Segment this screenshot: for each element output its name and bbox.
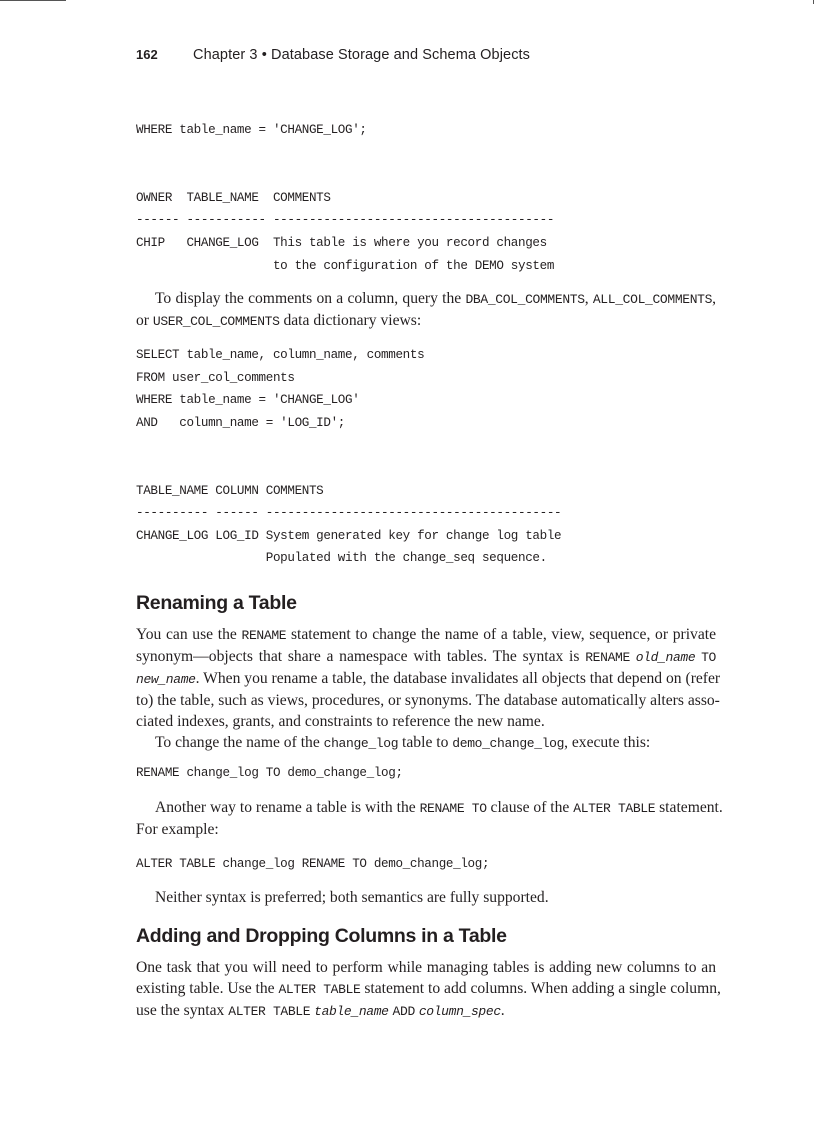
text-line: One task that you will need to perform while managing tables is adding new columns to an: [136, 959, 716, 976]
placeholder-term: column_spec: [418, 1004, 501, 1019]
placeholder-term: new_name: [136, 672, 196, 687]
text-line: existing table. Use the ALTER TABLE statement to add columns. When adding a single column,: [136, 980, 721, 997]
code-line: ---------- ------ -----------------------------------------: [136, 506, 562, 521]
text-line: Another way to rename a table is with the RENAME TO clause of the ALTER TABLE statement.: [155, 799, 723, 816]
code-block-owner-comments: [136, 119, 554, 277]
placeholder-term: old_name: [635, 650, 696, 665]
keyword: RENAME: [241, 628, 287, 643]
running-header: [136, 47, 530, 63]
section-heading-renaming-a-table: Renaming a Table: [136, 592, 297, 614]
code-line: WHERE table_name = 'CHANGE_LOG';: [136, 123, 367, 137]
text-line: Neither syntax is preferred; both semantics are fully supported.: [155, 889, 549, 906]
view-name: ALL_COL_COMMENTS: [592, 292, 713, 307]
table-name: demo_change_log: [452, 736, 565, 751]
code-line: FROM user_col_comments: [136, 370, 295, 385]
code-line: OWNER TABLE_NAME COMMENTS: [136, 190, 331, 205]
code-line: [136, 434, 561, 457]
paragraph-adding-columns: [136, 957, 721, 1022]
code-line: SELECT table_name, column_name, comments: [136, 348, 425, 362]
keyword: ADD: [392, 1004, 415, 1019]
view-name: USER_COL_COMMENTS: [152, 314, 280, 329]
section-heading-adding-dropping-columns: Adding and Dropping Columns in a Table: [136, 925, 507, 947]
paragraph-rename-to-clause: [136, 797, 723, 840]
code-line: WHERE table_name = 'CHANGE_LOG': [136, 393, 360, 408]
keyword: ALTER TABLE: [573, 801, 656, 816]
text-line: To change the name of the change_log table to demo_change_log, execute this:: [155, 734, 651, 751]
paragraph-column-comments: [136, 288, 716, 332]
chapter-title: Chapter 3 • Database Storage and Schema Objects: [193, 47, 531, 63]
text-line: synonym—objects that share a namespace with tables. The syntax is RENAME old_name TO: [136, 648, 716, 665]
text-line: ciated indexes, grants, and constraints to reference the new name.: [136, 713, 545, 730]
code-alter-table-rename: ALTER TABLE change_log RENAME TO demo_change_log;: [136, 857, 490, 871]
code-line: [136, 457, 561, 480]
text-line: For example:: [136, 821, 219, 838]
code-line: Populated with the change_seq sequence.: [136, 551, 547, 566]
text-line: or USER_COL_COMMENTS data dictionary views:: [136, 312, 422, 329]
text-line: to) the table, such as views, procedures, or synonyms. The database automatically alters asso-: [136, 692, 720, 709]
keyword: TO: [701, 650, 716, 665]
code-line: ------ ----------- ---------------------------------------: [136, 213, 555, 228]
code-rename-statement: RENAME change_log TO demo_change_log;: [136, 766, 403, 780]
keyword: ALTER TABLE: [228, 1004, 311, 1019]
page-number: 162: [136, 47, 158, 62]
code-line: AND column_name = 'LOG_ID';: [136, 415, 346, 430]
keyword: RENAME TO: [419, 801, 487, 816]
code-line: [136, 164, 554, 187]
code-block-col-comments: [136, 344, 561, 570]
code-line: TABLE_NAME COLUMN COMMENTS: [136, 483, 324, 498]
code-line: CHIP CHANGE_LOG This table is where you record changes: [136, 235, 547, 250]
paragraph-neither-syntax: [136, 887, 716, 908]
keyword: RENAME: [585, 650, 630, 665]
placeholder-term: table_name: [314, 1004, 389, 1019]
keyword: ALTER TABLE: [278, 982, 361, 997]
top-left-crop-rule: [0, 0, 66, 1]
code-line: to the configuration of the DEMO system: [136, 258, 555, 273]
text-line: use the syntax ALTER TABLE table_name ADD column_spec.: [136, 1002, 505, 1019]
code-line: CHANGE_LOG LOG_ID System generated key for change log table: [136, 528, 562, 543]
top-right-crop-mark: [813, 0, 814, 4]
text-line: To display the comments on a column, query the DBA_COL_COMMENTS, ALL_COL_COMMENTS,: [155, 290, 716, 307]
text-line: new_name. When you rename a table, the database invalidates all objects that depend on (refer: [136, 670, 721, 687]
paragraph-rename-intro: [136, 624, 721, 754]
table-name: change_log: [323, 736, 399, 751]
view-name: DBA_COL_COMMENTS: [465, 292, 585, 307]
text-line: You can use the RENAME statement to change the name of a table, view, sequence, or private: [136, 626, 716, 643]
code-line: [136, 142, 554, 165]
